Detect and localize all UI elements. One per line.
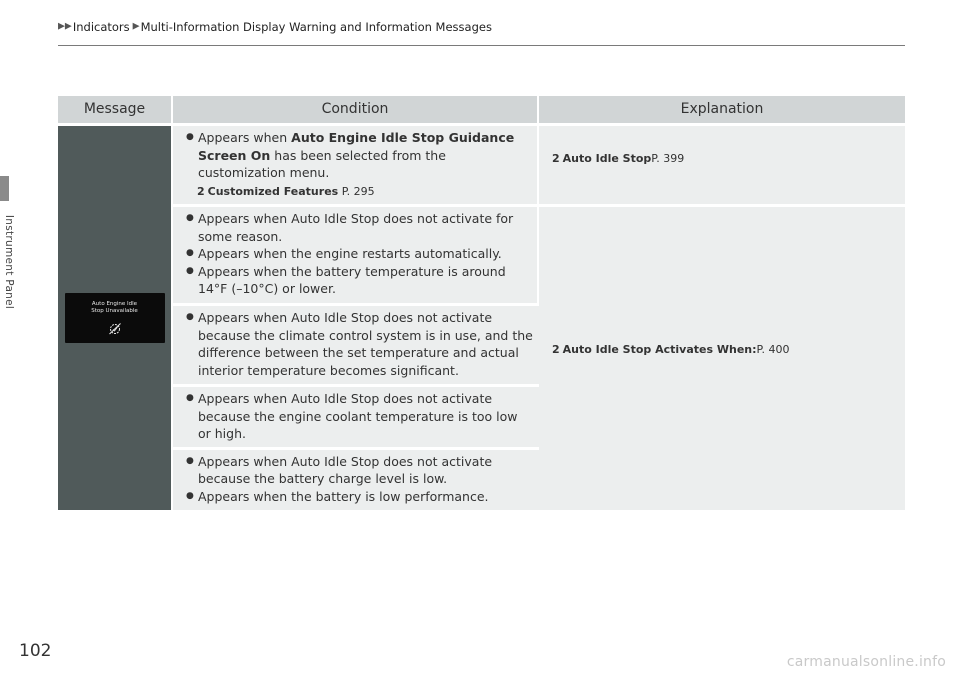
section-tab-marker [0, 176, 9, 201]
section-tab-label: Instrument Panel [3, 214, 15, 310]
cross-reference-link[interactable] [547, 126, 897, 200]
cross-reference-link[interactable] [547, 207, 897, 492]
header-condition: Condition [173, 96, 539, 123]
reference-title[interactable]: Customized Features [207, 184, 339, 198]
breadcrumb-item-current[interactable]: Multi-Information Display Warning and Information Messages [140, 20, 492, 34]
condition-cell-2 [173, 204, 539, 303]
reference-arrow-icon: 2 [197, 184, 205, 198]
reference-page[interactable]: P. 295 [338, 184, 375, 198]
condition-text: has been selected from the customization menu. [198, 147, 446, 180]
cross-reference-link[interactable] [186, 183, 531, 201]
setting-name: Auto Engine Idle Stop Guidance Screen On [198, 130, 515, 163]
condition-bullet: ● Appears when the battery is low performance. [186, 488, 533, 506]
auto-idle-stop-off-icon [108, 322, 122, 335]
condition-text: Appears when [198, 130, 292, 145]
reference-page[interactable]: P. 399 [651, 152, 685, 166]
reference-title[interactable]: Auto Idle Stop Activates When: [562, 342, 757, 356]
header-message: Message [58, 96, 173, 123]
section-tab [0, 208, 15, 318]
condition-bullet [186, 129, 531, 182]
condition-cell-5 [173, 447, 539, 510]
condition-bullet: ● Appears when Auto Idle Stop does not activate because the climate control system is in use, and the difference between the set temperature and actual interior temperature becomes significant. [186, 309, 533, 379]
reference-arrow-icon: 2 [552, 152, 560, 166]
condition-bullet: ● Appears when Auto Idle Stop does not activate for some reason. [186, 210, 531, 245]
condition-bullet: ● Appears when Auto Idle Stop does not activate because the battery charge level is low. [186, 453, 533, 488]
watermark: carmanualsonline.info [786, 654, 946, 670]
breadcrumb-arrow-icon: ▶▶ [58, 21, 72, 32]
reference-title[interactable]: Auto Idle Stop [562, 152, 652, 166]
breadcrumb-arrow-icon: ▶ [132, 21, 140, 32]
explanation-cell-1 [539, 123, 905, 204]
reference-page[interactable]: P. 400 [756, 342, 790, 356]
message-table [58, 96, 905, 510]
condition-bullet: ● Appears when Auto Idle Stop does not activate because the engine coolant temperature is too low or high. [186, 390, 533, 443]
condition-bullet: ● Appears when the engine restarts automatically. [186, 245, 531, 263]
display-message-line-2: Stop Unavailable [91, 307, 138, 314]
condition-bullet: ● Appears when the battery temperature is around 14°F (–10°C) or lower. [186, 263, 531, 298]
condition-cell-1 [173, 123, 539, 204]
header-explanation: Explanation [539, 96, 905, 123]
condition-cell-4 [173, 384, 539, 447]
condition-cell-3 [173, 303, 539, 384]
header-divider [58, 45, 905, 46]
display-message-line-1: Auto Engine Idle [91, 300, 138, 307]
breadcrumb [58, 19, 495, 35]
reference-arrow-icon: 2 [552, 342, 560, 356]
explanation-cell-shared [539, 204, 905, 510]
breadcrumb-item-indicators[interactable]: Indicators [72, 20, 130, 34]
message-cell [58, 123, 173, 510]
display-message-image [65, 293, 165, 343]
page-number: 102 [19, 641, 52, 661]
